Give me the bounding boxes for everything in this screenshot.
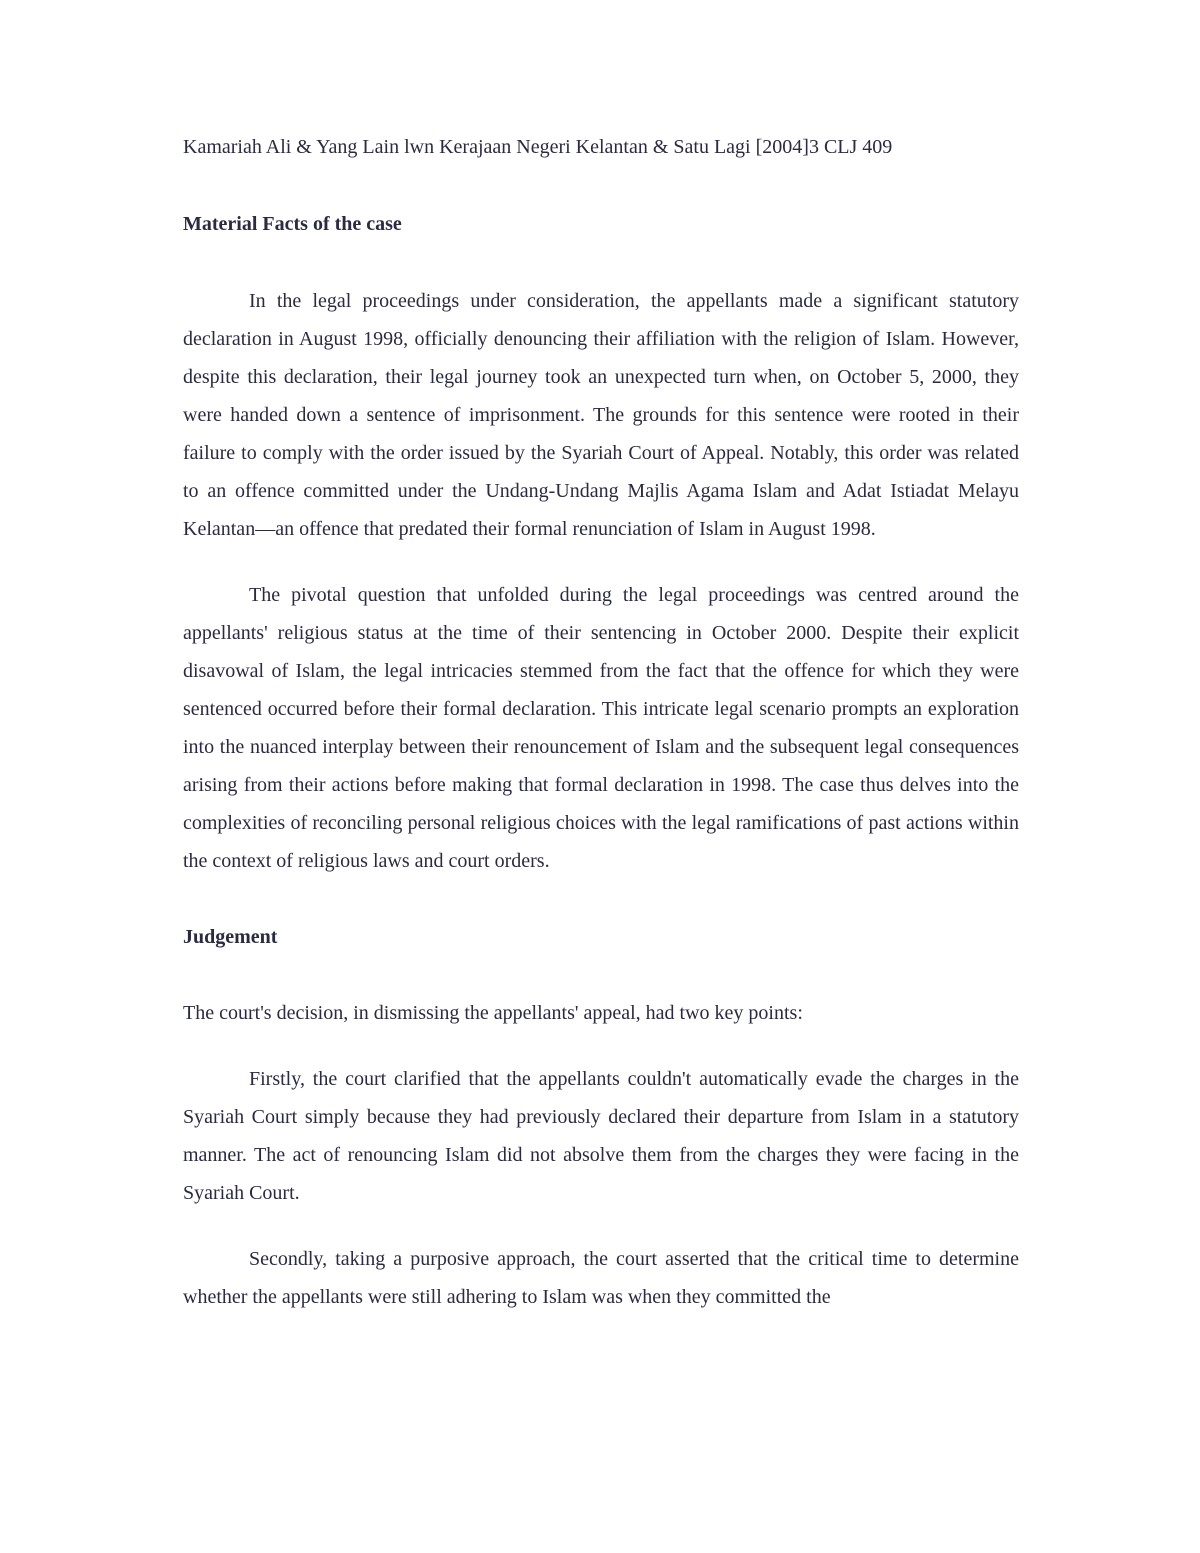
document-page xyxy=(183,128,1019,1316)
paragraph-judgement-1: Firstly, the court clarified that the appellants couldn't automatically evade the charges in the Syariah Court simply because they had previously declared their departure from Islam in a statutory manner. The act of renouncing Islam did not absolve them from the charges they were facing in the Syariah Court. xyxy=(183,1068,1019,1204)
judgement-intro: The court's decision, in dismissing the appellants' appeal, had two key points: xyxy=(183,1002,803,1024)
paragraph-judgement-2: Secondly, taking a purposive approach, the court asserted that the critical time to determine whether the appellants were still adhering to Islam was when they committed the xyxy=(183,1248,1019,1308)
paragraph-facts-2: The pivotal question that unfolded during the legal proceedings was centred around the appellants' religious status at the time of their sentencing in October 2000. Despite their explicit disavowal of Islam, the legal intricacies stemmed from the fact that the offence for which they were sentenced occurred before their formal declaration. This intricate legal scenario prompts an exploration into the nuanced interplay between their renouncement of Islam and the subsequent legal consequences arising from their actions before making that formal declaration in 1998. The case thus delves into the complexities of reconciling personal religious choices with the legal ramifications of past actions within the context of religious laws and court orders. xyxy=(183,584,1019,872)
section-heading-material-facts: Material Facts of the case xyxy=(183,213,402,235)
document-title: Kamariah Ali & Yang Lain lwn Kerajaan Negeri Kelantan & Satu Lagi [2004]3 CLJ 409 xyxy=(183,136,893,158)
paragraph-facts-1: In the legal proceedings under consideration, the appellants made a significant statutory declaration in August 1998, officially denouncing their affiliation with the religion of Islam. However, despite this declaration, their legal journey took an unexpected turn when, on October 5, 2000, they were handed down a sentence of imprisonment. The grounds for this sentence were rooted in their failure to comply with the order issued by the Syariah Court of Appeal. Notably, this order was related to an offence committed under the Undang-Undang Majlis Agama Islam and Adat Istiadat Melayu Kelantan—an offence that predated their formal renunciation of Islam in August 1998. xyxy=(183,290,1019,540)
section-heading-judgement: Judgement xyxy=(183,926,278,948)
